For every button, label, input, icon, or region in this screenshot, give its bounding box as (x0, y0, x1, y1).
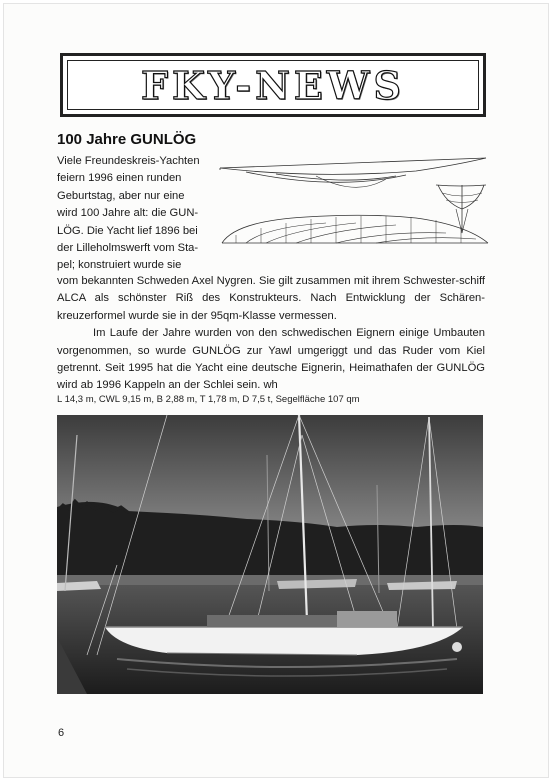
intro-line: LÖG. Die Yacht lief 1896 bei (57, 224, 198, 237)
intro-column (57, 153, 207, 275)
news-banner-inner-frame (67, 60, 479, 110)
intro-line: feiern 1996 einen runden (57, 172, 182, 185)
article-heading: 100 Jahre GUNLÖG (57, 131, 197, 148)
article-body (57, 273, 485, 395)
yacht-lines-drawing (216, 155, 491, 250)
yacht-photo (57, 415, 483, 694)
intro-line: wird 100 Jahre alt: die GUN- (57, 207, 199, 220)
page-number: 6 (58, 727, 65, 739)
yacht-specs: L 14,3 m, CWL 9,15 m, B 2,88 m, T 1,78 m, D 7,5 t, Segelfläche 107 qm (57, 394, 360, 405)
article-paragraph: Im Laufe der Jahre wurden von den schwedischen Eignern einige Umbauten vorgenommen, so wurde GUNLÖG zur Yawl umgeriggt und das Ruder vom Kiel getrennt. Seit 1995 hat die Yacht eine deutsche Eignerin, Heimathafen der GUNLÖG wird ab 1996 Kappeln an der Schlei sein. wh (57, 327, 485, 392)
intro-line: Geburtstag, aber nur eine (57, 189, 185, 202)
intro-line: pel; konstruiert wurde sie (57, 259, 182, 272)
article-paragraph: vom bekannten Schweden Axel Nygren. Sie gilt zusammen mit ihrem Schwester-schiff ALCA als schönster Riß des Konstrukteurs. Nach Entwicklung der Schären-kreuzerformel wurde sie in der 95qm-Klasse vermessen. (57, 275, 485, 322)
banner-title: FKY-NEWS (141, 62, 405, 108)
intro-line: der Lilleholmswerft vom Sta- (57, 242, 199, 255)
intro-line: Viele Freundeskreis-Yachten (57, 155, 200, 167)
news-banner (60, 53, 486, 117)
